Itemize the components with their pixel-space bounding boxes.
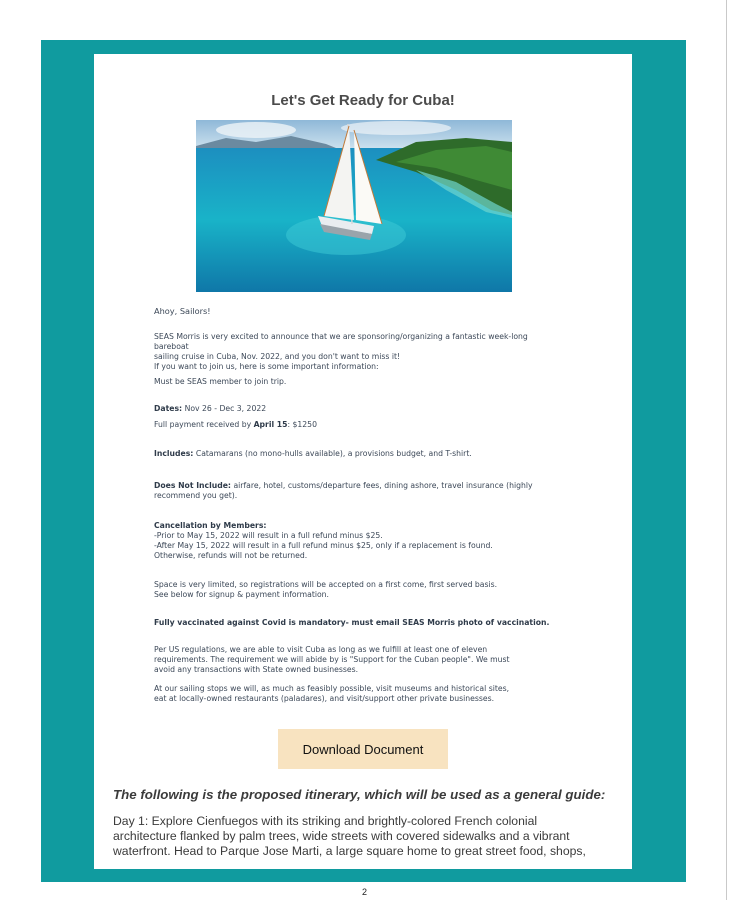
membership-note: Must be SEAS member to join trip.: [154, 377, 287, 386]
covid-requirement: Fully vaccinated against Covid is mandatory- must email SEAS Morris photo of vaccination.: [154, 618, 550, 627]
cancellation-paragraph: [154, 521, 554, 561]
space-paragraph: [154, 580, 554, 600]
stops-line: eat at locally-owned restaurants (paladares), and visit/support other private businesses.: [154, 694, 495, 703]
excludes-label: Does Not Include:: [154, 481, 231, 490]
excludes-line: recommend you get).: [154, 491, 238, 500]
excludes-paragraph: [154, 481, 554, 501]
includes-label: Includes:: [154, 449, 194, 458]
stops-paragraph: [154, 684, 554, 704]
greeting: Ahoy, Sailors!: [154, 306, 211, 316]
dates-label: Dates:: [154, 404, 183, 413]
stops-line: At our sailing stops we will, as much as feasibly possible, visit museums and historical sites,: [154, 684, 510, 693]
cancellation-label: Cancellation by Members:: [154, 521, 267, 530]
itinerary-line: architecture flanked by palm trees, wide streets with covered sidewalks and a vibrant: [113, 829, 570, 843]
cancellation-line: Otherwise, refunds will not be returned.: [154, 551, 308, 560]
page-edge-line: [726, 0, 727, 900]
itinerary-line: Day 1: Explore Cienfuegos with its striking and brightly-colored French colonial: [113, 814, 538, 828]
payment-deadline: April 15: [253, 420, 288, 429]
payment-prefix: Full payment received by: [154, 420, 252, 429]
intro-line: SEAS Morris is very excited to announce that we are sponsoring/organizing a fantastic week-long bareboat: [154, 332, 528, 351]
regulations-line: avoid any transactions with State owned businesses.: [154, 665, 359, 674]
cancellation-line: -Prior to May 15, 2022 will result in a full refund minus $25.: [154, 531, 383, 540]
intro-line: sailing cruise in Cuba, Nov. 2022, and you don't want to miss it!: [154, 352, 401, 361]
includes-line: [154, 449, 554, 459]
page-number: 2: [361, 887, 367, 897]
newsletter-card: [94, 54, 632, 869]
regulations-line: Per US regulations, we are able to visit Cuba as long as we fulfill at least one of eleven: [154, 645, 488, 654]
excludes-text: airfare, hotel, customs/departure fees, dining ashore, travel insurance (highly: [233, 481, 533, 490]
intro-paragraph: [154, 332, 554, 372]
itinerary-heading: The following is the proposed itinerary, which will be used as a general guide:: [113, 787, 606, 802]
dates-line: [154, 404, 554, 414]
newsletter-title: Let's Get Ready for Cuba!: [271, 92, 455, 109]
catamaran-photo: [196, 120, 512, 292]
space-line: Space is very limited, so registrations will be accepted on a first come, first served basis.: [154, 580, 498, 589]
regulations-paragraph: [154, 645, 554, 675]
space-line: See below for signup & payment information.: [154, 590, 330, 599]
itinerary-day1: [113, 814, 618, 859]
dates-value: Nov 26 - Dec 3, 2022: [184, 404, 267, 413]
itinerary-line: waterfront. Head to Parque Jose Marti, a large square home to great street food, shops,: [113, 844, 586, 858]
download-document-button[interactable]: Download Document: [278, 729, 448, 769]
regulations-line: requirements. The requirement we will abide by is "Support for the Cuban people". We must: [154, 655, 510, 664]
excludes-line: [154, 481, 554, 491]
includes-value: Catamarans (no mono-hulls available), a provisions budget, and T-shirt.: [195, 449, 472, 458]
cancellation-line: -After May 15, 2022 will result in a full refund minus $25, only if a replacement is found.: [154, 541, 493, 550]
payment-amount: : $1250: [287, 420, 317, 429]
intro-line: If you want to join us, here is some important information:: [154, 362, 379, 371]
payment-line: [154, 420, 554, 430]
